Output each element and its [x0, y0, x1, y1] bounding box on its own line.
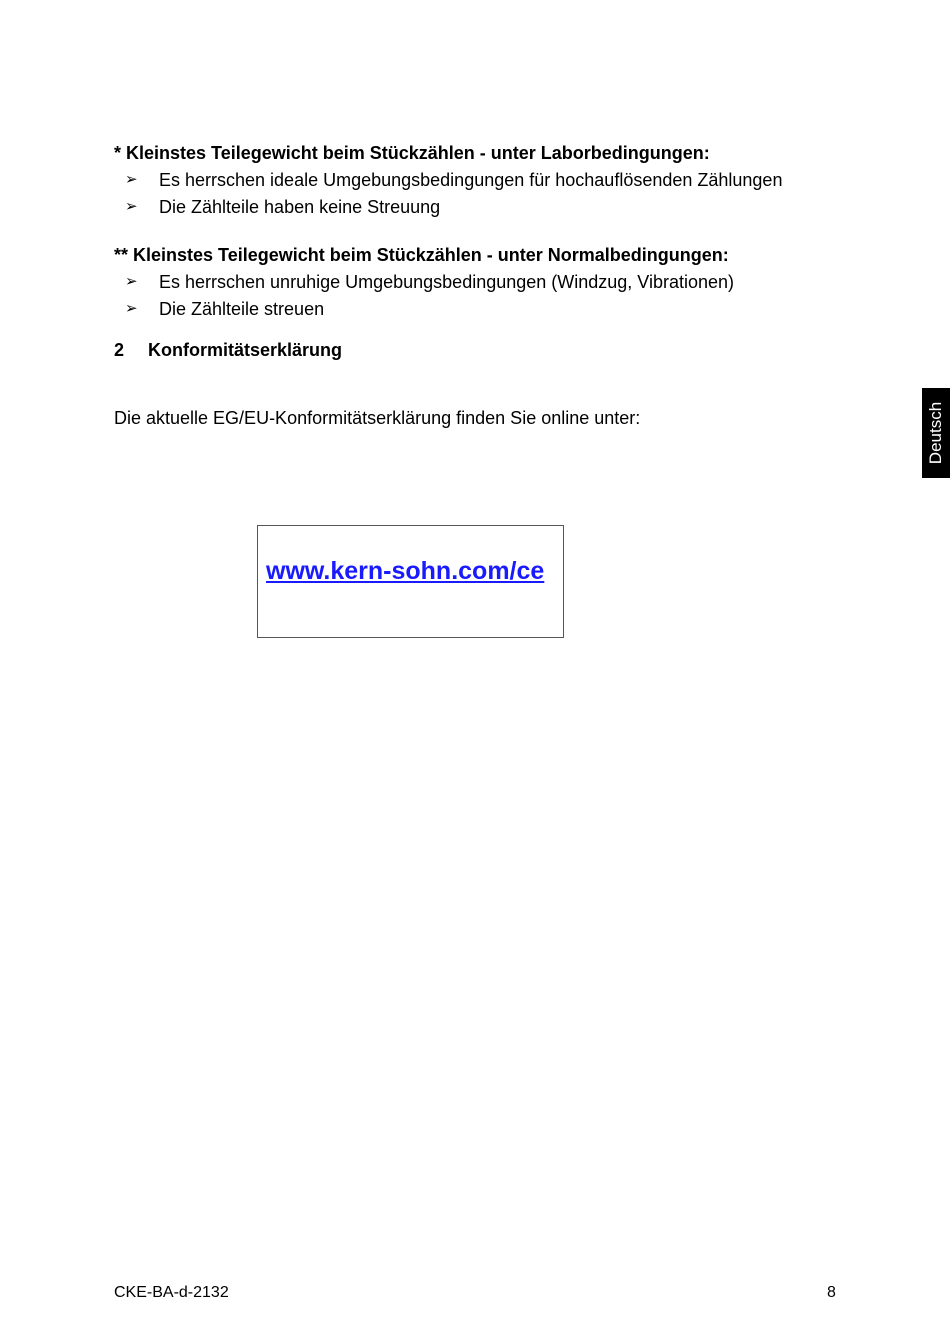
chapter-heading [114, 339, 342, 361]
list-item-text: Es herrschen unruhige Umgebungsbedingungen (Windzug, Vibrationen) [159, 272, 735, 292]
list-item-text: Die Zählteile streuen [159, 299, 325, 319]
lab-conditions-heading: * Kleinstes Teilegewicht beim Stückzählen - unter Laborbedingungen: [114, 143, 710, 163]
arrow-bullet-icon: ➢ [125, 300, 138, 317]
chapter-title: Konformitätserklärung [148, 340, 343, 360]
arrow-bullet-icon: ➢ [125, 198, 138, 215]
footer-page-number: 8 [827, 1284, 836, 1301]
arrow-bullet-icon: ➢ [125, 273, 138, 290]
arrow-bullet-icon: ➢ [125, 171, 138, 188]
chapter-number: 2 [114, 340, 125, 360]
normal-conditions-heading: ** Kleinstes Teilegewicht beim Stückzählen - unter Normalbedingungen: [114, 245, 729, 265]
conformity-link[interactable]: www.kern-sohn.com/ce [266, 557, 545, 585]
list-item-text: Es herrschen ideale Umgebungsbedingungen für hochauflösenden Zählungen [159, 170, 783, 190]
link-box [257, 525, 564, 638]
language-tab-label: Deutsch [926, 401, 945, 465]
list-item-text: Die Zählteile haben keine Streuung [159, 197, 441, 217]
footer-document-id: CKE-BA-d-2132 [114, 1284, 229, 1301]
language-side-tab [922, 388, 950, 478]
conformity-paragraph: Die aktuelle EG/EU-Konformitätserklärung finden Sie online unter: [114, 408, 641, 428]
